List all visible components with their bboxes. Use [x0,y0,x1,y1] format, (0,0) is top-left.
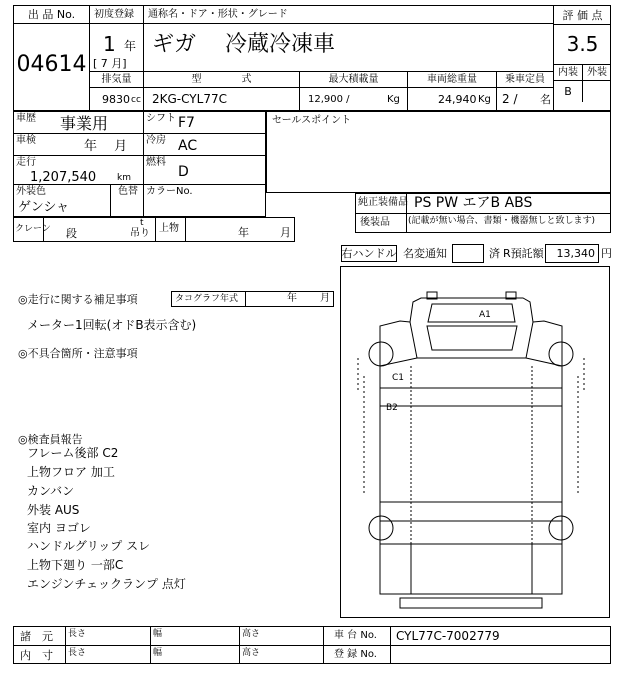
tacho-year: 年 [287,293,297,304]
gross-weight-value: 24,940 [438,93,477,106]
inspector-item: 外装 AUS [27,503,80,517]
reg-year: 1 [103,32,116,56]
inspector-item: 上物フロア 加工 [27,465,115,479]
color-label: 外装色 [16,186,46,197]
dims-length-label: 長さ [68,629,87,639]
name-change-label: 名変通知 [403,247,447,260]
inspector-item: ハンドルグリップ スレ [27,539,151,553]
displacement-value: 9830 [102,93,130,106]
inspector-item: エンジンチェックランプ 点灯 [27,577,186,591]
history-value: 事業用 [60,114,109,133]
reg-year-unit: 年 [124,39,137,53]
equipment-label: 純正装備品 [358,197,408,208]
lot-label: 出 品 No. [27,8,76,21]
vehicle-name-label: 通称名・ドア・形状・グレード [148,9,288,20]
inspector-item: 室内 ヨゴレ [27,521,91,535]
crane-label: クレーン [15,224,51,234]
diagram-mark: A1 [479,310,491,320]
truck-diagram [340,266,610,618]
mileage-unit: km [117,173,131,183]
name-change-box [452,244,484,263]
tax-unit: 円 [601,247,612,260]
tax-prefix: 済 [489,247,500,260]
mileage-label: 走行 [16,157,36,168]
capacity-label: 乗車定員 [505,74,545,85]
inspector-title: ◎検査員報告 [18,433,83,446]
color-code-label: カラーNo. [146,186,193,197]
reg-label: 初度登録 [94,9,134,20]
mileage-value: 1,207,540 [30,170,97,185]
load-label: 最大積載量 [328,74,379,85]
gross-weight-label: 車両総重量 [427,74,477,85]
crane-hoist: 吊り [130,228,150,239]
defects-title: ◎不具合箇所・注意事項 [18,347,138,360]
chassis-label: 車 台 No. [334,630,377,641]
score-label: 評 価 点 [562,9,603,22]
tax-value: 13,340 [556,247,595,260]
supplement-title: ◎走行に関する補足事項 [18,293,138,306]
reg-no-label: 登 録 No. [334,649,377,660]
shift-label: シフト [146,113,176,124]
ac-value: AC [178,138,198,154]
inner-length-label: 長さ [68,648,87,658]
crane-ton: t [140,218,144,228]
score-value: 3.5 [566,32,599,56]
inner-height-label: 高さ [242,648,261,658]
inspection-label: 車検 [16,135,36,146]
inner-dims-label: 内 寸 [20,649,53,662]
exterior-label: 外装 [587,67,607,78]
body-label: 上物 [159,223,179,234]
dims-height-label: 高さ [242,629,261,639]
body-month: 月 [280,226,291,239]
inspection-value: 年 月 [84,139,128,154]
inspector-item: フレーム後部 C2 [27,446,119,460]
fuel-label: 燃料 [146,157,166,168]
inner-width-label: 幅 [153,648,163,658]
aftermarket-label: 後装品 [360,217,390,228]
interior-grade: B [564,85,572,98]
crane-stage: 段 [66,227,77,240]
ac-label: 冷房 [146,135,166,146]
lot-number: 04614 [16,52,87,77]
shift-value: F7 [178,115,195,131]
tacho-month: 月 [320,293,330,304]
tacho-label: タコグラフ年式 [175,294,239,304]
capacity-value: 2 / [502,92,518,106]
color-change-label: 色替 [118,186,138,197]
interior-label: 内装 [558,67,578,78]
displacement-unit: cc [131,95,141,105]
diagram-mark: B2 [386,403,398,413]
dims-label: 諸 元 [20,630,53,643]
dims-width-label: 幅 [153,629,163,639]
equipment-value: PS PW エアB ABS [414,195,533,211]
tax-label: R預託額 [503,247,544,260]
model-value: 2KG-CYL77C [152,92,227,106]
color-value: ゲンシャ [18,200,70,215]
load-value: 12,900 / [308,94,350,105]
displacement-label: 排気量 [101,74,132,85]
meter-note: メーター1回転(オドB表示含む) [27,318,197,332]
handle-value: 右ハンドル [341,247,397,260]
inspector-item: 上物下廻り 一部C [27,558,124,572]
model-label: 型 式 [191,74,252,85]
body-year: 年 [238,226,249,239]
inspector-item: カンバン [27,484,75,498]
load-unit: Kg [387,94,400,105]
reg-month: [ 7 月] [93,57,127,70]
fuel-value: D [178,164,189,180]
vehicle-name: ギガ 冷蔵冷凍車 [152,32,335,57]
gross-weight-unit: Kg [478,94,491,105]
diagram-mark: C1 [392,373,405,383]
crane-row [13,217,295,242]
sales-point-label: セールスポイント [272,115,352,126]
capacity-unit: 名 [540,93,551,106]
history-label: 車歴 [16,113,36,124]
chassis-number: CYL77C-7002779 [396,629,500,643]
aftermarket-note: (記載が無い場合、書類・機器無しと致します) [408,216,596,226]
